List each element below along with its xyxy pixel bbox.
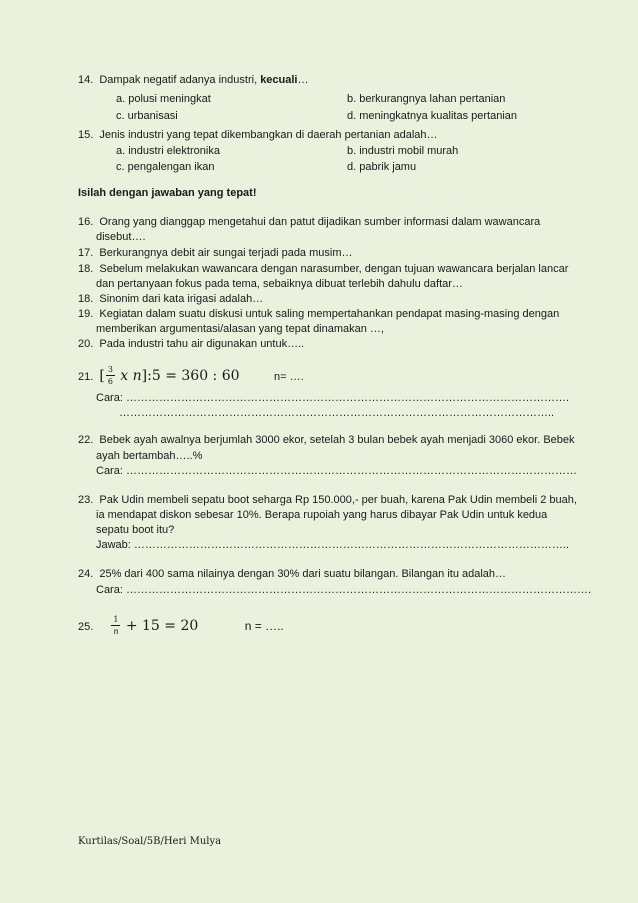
question-text: 25% dari 400 sama nilainya dengan 30% dari suatu bilangan. Bilangan itu adalah… xyxy=(99,568,507,580)
question-text: Dampak negatif adanya industri, xyxy=(99,74,261,86)
question-21 xyxy=(78,366,304,386)
fraction-denominator: 6 xyxy=(107,377,113,386)
question-text: Jenis industri yang tepat dikembangkan di daerah pertanian adalah… xyxy=(99,129,438,141)
question-number: 25. xyxy=(78,621,94,633)
question-number: 15. xyxy=(78,129,94,141)
question-text: Sebelum melakukan wawancara dengan narasumber, dengan tujuan wawancara berjalan lancar xyxy=(99,263,569,275)
fraction-numerator: 3 xyxy=(107,365,113,374)
option-b: b. berkurangnya lahan pertanian xyxy=(347,93,506,105)
work-line: Cara: ………………………………………………………………………………………………………………. xyxy=(96,584,592,596)
work-line: Cara: …………………………………………………………………………………………………………… xyxy=(96,465,577,477)
question-number: 16. xyxy=(78,216,94,228)
option-d: d. pabrik jamu xyxy=(347,161,417,173)
question-20 xyxy=(78,338,304,350)
question-23 xyxy=(78,494,577,506)
work-line-2: ……………………………………………………………………………………………………….. xyxy=(119,407,555,419)
work-line-1 xyxy=(96,392,569,404)
equation-rest: + 15 = 20 xyxy=(125,618,199,634)
answer-blank: n= …. xyxy=(274,371,304,383)
question-text: Sinonim dari kata irigasi adalah… xyxy=(99,293,264,305)
question-number: 24. xyxy=(78,568,94,580)
dots: …………………………………………………………………………………………………………. xyxy=(125,392,570,404)
fraction-denominator: n xyxy=(113,627,119,636)
question-16 xyxy=(78,216,540,228)
question-number: 23. xyxy=(78,494,94,506)
question-number: 18. xyxy=(78,263,94,275)
footer-text: Kurtilas/Soal/5B/Heri Mulya xyxy=(78,836,222,847)
question-text-cont: memberikan argumentasi/alasan yang tepat dinamakan …, xyxy=(96,323,384,335)
option-a: a. polusi meningkat xyxy=(116,93,211,105)
variable-n: n xyxy=(132,368,142,384)
question-17 xyxy=(78,247,353,259)
work-line: Jawab: ……………………………………………………………………………………………………….. xyxy=(96,539,570,551)
question-19 xyxy=(78,308,559,320)
fraction-numerator: 1 xyxy=(113,615,119,624)
cara-label: Cara: xyxy=(96,392,123,404)
question-text-cont: ia mendapat diskon sebesar 10%. Berapa rupoiah yang harus dibayar Pak Udin untuk kedua xyxy=(96,509,548,521)
equation xyxy=(99,365,244,386)
question-text-cont: sepatu boot itu? xyxy=(96,524,175,536)
question-text-cont: dan pertanyaan fokus pada tema, sebaiknya dibuat terlebih dahulu daftar… xyxy=(96,278,463,290)
question-18 xyxy=(78,263,568,275)
question-24 xyxy=(78,568,506,580)
option-d: d. meningkatnya kualitas pertanian xyxy=(347,110,517,122)
equation-rest: ]:5 = 360 : 60 xyxy=(141,368,240,384)
question-text: Orang yang dianggap mengetahui dan patut dijadikan sumber informasi dalam wawancara xyxy=(99,216,541,228)
equation xyxy=(110,615,202,636)
question-number: 20. xyxy=(78,338,94,350)
question-15 xyxy=(78,129,438,141)
question-25 xyxy=(78,616,284,636)
question-text-cont: ayah bertambah…..% xyxy=(96,450,203,462)
question-number: 14. xyxy=(78,74,94,86)
variable-x: x xyxy=(120,368,129,384)
section-title: Isilah dengan jawaban yang tepat! xyxy=(78,187,257,199)
question-text-cont: disebut…. xyxy=(96,231,146,243)
question-18b xyxy=(78,293,263,305)
question-text: Kegiatan dalam suatu diskusi untuk saling mempertahankan pendapat masing-masing dengan xyxy=(99,308,560,320)
question-14 xyxy=(78,74,309,86)
question-text-end: … xyxy=(297,74,309,86)
option-a: a. industri elektronika xyxy=(116,145,220,157)
question-text: Pada industri tahu air digunakan untuk….. xyxy=(99,338,305,350)
option-b: b. industri mobil murah xyxy=(347,145,459,157)
question-text: Bebek ayah awalnya berjumlah 3000 ekor, setelah 3 bulan bebek ayah menjadi 3060 ekor. Bebek xyxy=(99,434,575,446)
bracket: [ xyxy=(99,368,105,384)
question-number: 17. xyxy=(78,247,94,259)
question-emphasis: kecuali xyxy=(260,74,298,86)
question-text: Berkurangnya debit air sungai terjadi pada musim… xyxy=(99,247,353,259)
question-number: 19. xyxy=(78,308,94,320)
question-number: 18. xyxy=(78,293,94,305)
question-number: 22. xyxy=(78,434,94,446)
fraction xyxy=(111,616,120,636)
answer-blank: n = ….. xyxy=(244,619,284,633)
question-text: Pak Udin membeli sepatu boot seharga Rp 150.000,- per buah, karena Pak Udin membeli 2 buah, xyxy=(99,494,577,506)
option-c: c. pengalengan ikan xyxy=(116,161,215,173)
option-c: c. urbanisasi xyxy=(116,110,178,122)
question-number: 21. xyxy=(78,371,94,383)
question-22 xyxy=(78,434,575,446)
fraction xyxy=(106,366,115,386)
